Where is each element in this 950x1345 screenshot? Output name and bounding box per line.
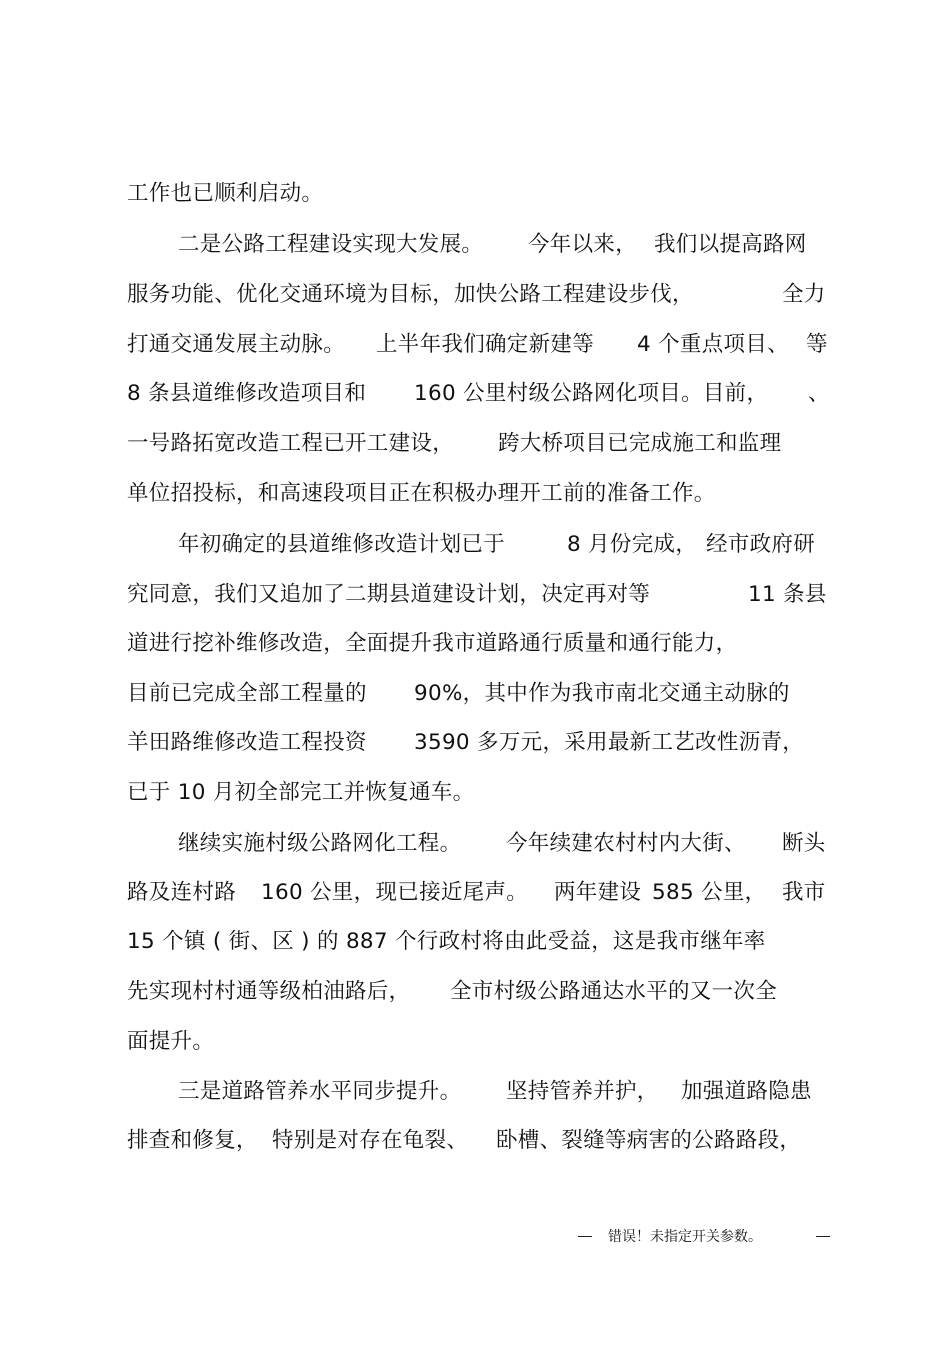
text-segment: 今年续建农村村内大街、 [506,831,746,856]
text-segment: 160 公里，现已接近尾声。 [261,880,529,905]
text-segment: 8 月份完成， [567,532,698,557]
text-segment: 卧槽、裂缝等病害的公路路段， [496,1128,802,1153]
text-segment: 特别是对存在龟裂、 [272,1128,469,1153]
text-segment: 断头 [782,831,826,856]
text-segment: 道进行挖补维修改造，全面提升我市道路通行质量和通行能力， [127,631,738,656]
text-segment: 继续实施村级公路网化工程。 [178,831,462,856]
text-segment: 两年建设 [554,880,642,905]
text-segment: 加强道路隐患 [681,1079,812,1104]
text-segment: 我们以提高路网 [654,232,807,257]
footer-text: 错误！未指定开关参数。 [608,1229,762,1245]
text-segment: 4 个重点项目、 [637,332,789,357]
text-segment: 先实现村村通等级柏油路后， [127,979,411,1004]
text-segment: 究同意，我们又追加了二期县道建设计划，决定再对等 [127,582,651,607]
text-segment: 、 [808,381,830,406]
text-segment: 跨大桥项目已完成施工和监理 [498,431,782,456]
text-segment: 服务功能、优化交通环境为目标，加快公路工程建设步伐， [127,282,694,307]
text-segment: 单位招投标，和高速段项目正在积极办理开工前的准备工作。 [127,481,716,506]
text-segment: 160 公里村级公路网化项目。目前， [414,381,769,406]
text-segment: 90%，其中作为我市南北交通主动脉的 [414,681,790,706]
text-segment: 羊田路维修改造工程投资 [127,730,367,755]
footer-dash-left [578,1236,592,1237]
text-segment: 585 公里， [652,880,767,905]
text-segment: 排查和修复， [127,1128,258,1153]
text-segment: 11 条县 [748,582,827,607]
text-segment: 全力 [782,282,826,307]
text-segment: 目前已完成全部工程量的 [127,681,367,706]
text-segment: 三是道路管养水平同步提升。 [178,1079,462,1104]
footer-dash-right [816,1236,830,1237]
text-segment: 8 条县道维修改造项目和 [127,381,367,406]
text-segment: 年初确定的县道维修改造计划已于 [178,532,506,557]
text-segment: 已于 10 月初全部完工并恢复通车。 [127,780,475,805]
text-segment: 3590 多万元，采用最新工艺改性沥青， [414,730,805,755]
text-segment: 面提升。 [127,1029,215,1054]
text-segment: 坚持管养并护， [506,1079,659,1104]
text-segment: 上半年我们确定新建等 [376,332,595,357]
text-segment: 经市政府研 [706,532,816,557]
text-segment: 路及连村路 [127,880,237,905]
text-segment: 15 个镇 ( 街、区 ) 的 887 个行政村将由此受益，这是我市继年率 [127,929,766,954]
text-segment: 我市 [782,880,826,905]
text-segment: 打通交通发展主动脉。 [127,332,346,357]
text-segment: 工作也已顺利启动。 [127,181,324,206]
text-segment: 全市村级公路通达水平的又一次全 [450,979,778,1004]
text-segment: 今年以来， [528,232,638,257]
text-segment: 一号路拓宽改造工程已开工建设， [127,431,455,456]
text-segment: 等 [806,332,828,357]
text-segment: 二是公路工程建设实现大发展。 [178,232,484,257]
